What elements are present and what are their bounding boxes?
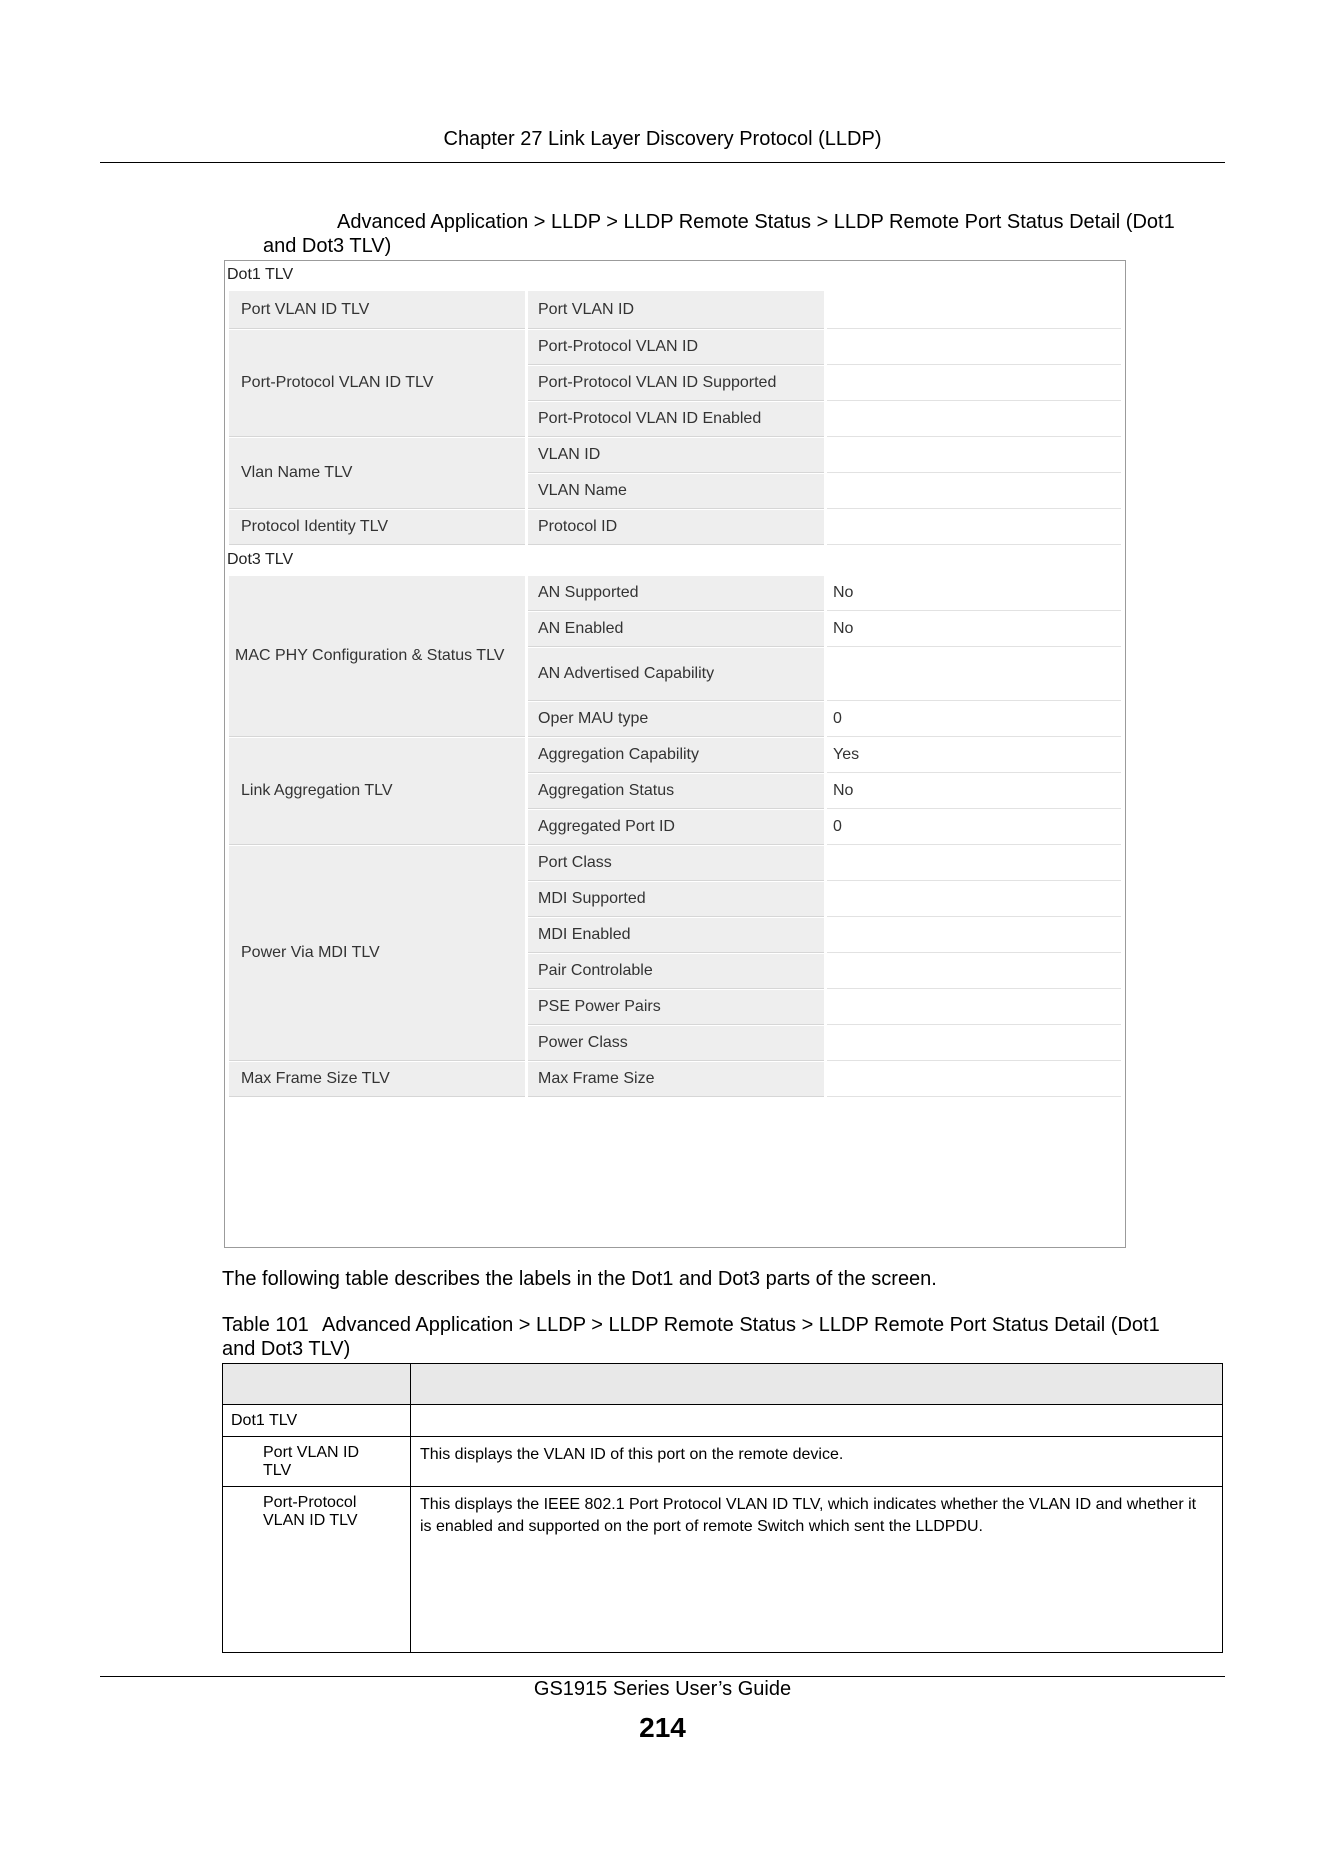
field-label: Power Class <box>528 1026 824 1061</box>
field-value: 0 <box>827 702 1121 737</box>
group-mac-phy-configuration-status-tlv: MAC PHY Configuration & Status TLV <box>229 576 525 737</box>
label-line: VLAN ID TLV <box>263 1512 358 1529</box>
page-number: 214 <box>639 1712 686 1743</box>
table-caption-line2: and Dot3 TLV) <box>222 1338 351 1360</box>
label-line: Port-Protocol <box>263 1494 357 1511</box>
field-label: Aggregation Status <box>528 774 824 809</box>
field-value: 0 <box>827 810 1121 845</box>
dot1-section-label: Dot1 TLV <box>227 266 294 283</box>
field-value <box>827 1062 1121 1097</box>
field-value <box>827 366 1121 401</box>
field-label: Port-Protocol VLAN ID Supported <box>528 366 824 401</box>
field-value: No <box>827 612 1121 647</box>
field-value <box>827 648 1121 701</box>
field-label: MDI Supported <box>528 882 824 917</box>
section-row-label: Dot1 TLV <box>231 1412 298 1429</box>
field-value <box>827 1026 1121 1061</box>
label-line: Port VLAN ID <box>263 1444 360 1461</box>
field-value <box>827 330 1121 365</box>
group-protocol-identity-tlv: Protocol Identity TLV <box>229 510 525 545</box>
field-label: Port-Protocol VLAN ID Enabled <box>528 402 824 437</box>
table-row-description: This displays the VLAN ID of this port on the remote device. <box>420 1446 844 1463</box>
intro-paragraph: The following table describes the labels in the Dot1 and Dot3 parts of the screen. <box>222 1268 937 1290</box>
guide-title: GS1915 Series User’s Guide <box>533 1678 792 1700</box>
table-caption <box>222 1313 1232 1361</box>
table-row-label <box>263 1494 358 1530</box>
group-port-protocol-vlan-id-tlv: Port-Protocol VLAN ID TLV <box>229 330 525 437</box>
field-label: Port VLAN ID <box>528 291 824 329</box>
field-value <box>827 954 1121 989</box>
field-value: No <box>827 774 1121 809</box>
field-label: Max Frame Size <box>528 1062 824 1097</box>
figure-caption-line1: Advanced Application > LLDP > LLDP Remote Status > LLDP Remote Port Status Detail (Dot1 <box>337 211 1175 233</box>
field-label: Port-Protocol VLAN ID <box>528 330 824 365</box>
field-label: Port Class <box>528 846 824 881</box>
field-label: MDI Enabled <box>528 918 824 953</box>
group-max-frame-size-tlv: Max Frame Size TLV <box>229 1062 525 1097</box>
field-label: Protocol ID <box>528 510 824 545</box>
field-value <box>827 438 1121 473</box>
group-link-aggregation-tlv: Link Aggregation TLV <box>229 738 525 845</box>
footer-divider <box>100 1676 1225 1677</box>
description-table <box>222 1363 1223 1653</box>
header-divider <box>100 162 1225 163</box>
row-divider <box>223 1486 1222 1487</box>
screen-blank-area <box>225 1098 1125 1247</box>
field-label: AN Advertised Capability <box>528 648 824 701</box>
field-label: AN Enabled <box>528 612 824 647</box>
chapter-header: Chapter 27 Link Layer Discovery Protocol (LLDP) <box>443 128 882 150</box>
table-caption-label: Table 101 <box>222 1314 309 1336</box>
group-power-via-mdi-tlv: Power Via MDI TLV <box>229 846 525 1061</box>
dot3-section-label: Dot3 TLV <box>227 551 294 568</box>
table-row-label <box>263 1444 359 1480</box>
field-label: VLAN ID <box>528 438 824 473</box>
field-value <box>827 291 1121 329</box>
table-header-row <box>223 1364 1222 1405</box>
field-label: AN Supported <box>528 576 824 611</box>
field-value <box>827 510 1121 545</box>
field-value: Yes <box>827 738 1121 773</box>
field-value <box>827 474 1121 509</box>
field-label: Aggregated Port ID <box>528 810 824 845</box>
field-value <box>827 402 1121 437</box>
group-vlan-name-tlv: Vlan Name TLV <box>229 438 525 509</box>
field-label: Pair Controlable <box>528 954 824 989</box>
field-label: Oper MAU type <box>528 702 824 737</box>
figure-caption-line2: and Dot3 TLV) <box>263 235 392 257</box>
row-divider <box>223 1436 1222 1437</box>
field-value <box>827 882 1121 917</box>
field-label: VLAN Name <box>528 474 824 509</box>
field-value: No <box>827 576 1121 611</box>
figure-caption <box>263 210 1233 258</box>
field-value <box>827 846 1121 881</box>
table-caption-line1: Advanced Application > LLDP > LLDP Remote Status > LLDP Remote Port Status Detail (Dot1 <box>322 1314 1160 1336</box>
column-divider <box>410 1364 411 1652</box>
label-line: TLV <box>263 1462 292 1479</box>
group-port-vlan-id-tlv: Port VLAN ID TLV <box>229 291 525 329</box>
lldp-remote-port-status-detail-screen <box>224 260 1126 1248</box>
field-value <box>827 918 1121 953</box>
field-label: Aggregation Capability <box>528 738 824 773</box>
field-value <box>827 990 1121 1025</box>
table-row-description: This displays the IEEE 802.1 Port Protocol VLAN ID TLV, which indicates whether the VLAN ID and whether it is enabled and supported on the port of remote Switch which sent the LLDPDU. <box>420 1496 1197 1535</box>
field-label: PSE Power Pairs <box>528 990 824 1025</box>
